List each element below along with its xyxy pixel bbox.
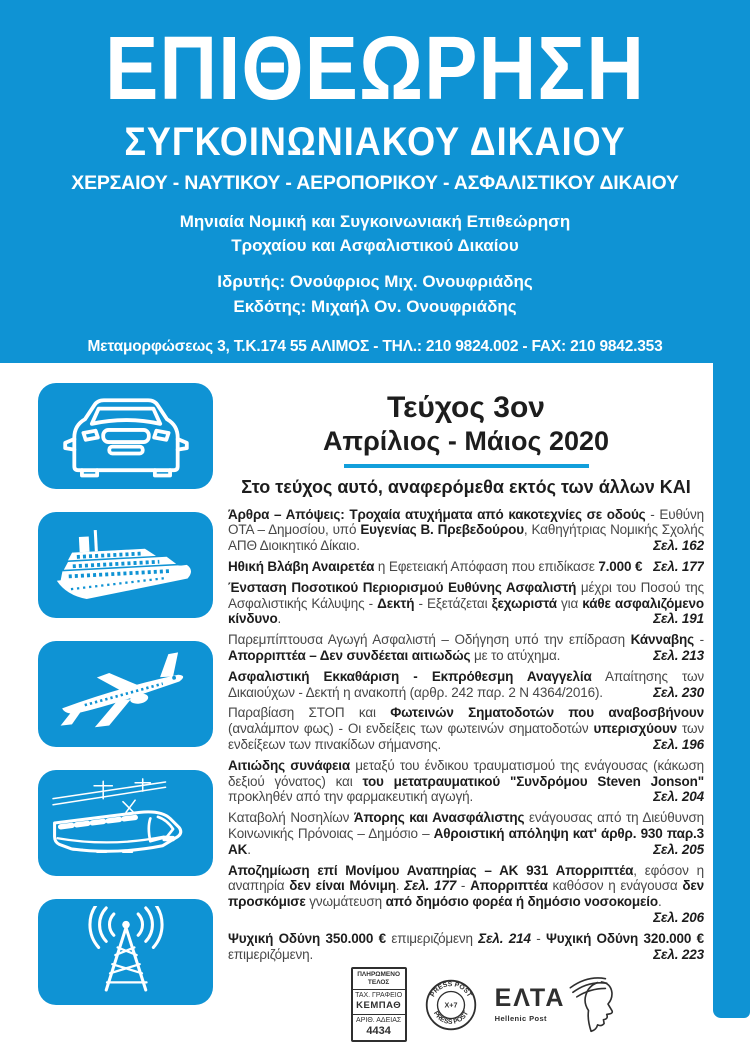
toc-item-text: Ένσταση Ποσοτικού Περιορισμού Ευθύνης Ασφαλιστή <box>228 579 577 595</box>
svg-text:PRESS POST <box>429 981 473 999</box>
toc-item-text: Φωτεινών Σηματοδοτών που αναβοσβήνουν <box>390 705 704 721</box>
toc-item-text: μεταξύ του ένδικου τραυματισμού της ενάγουσας (κάκωση δεξιού γόνατος) και <box>228 757 704 789</box>
toc-item-text: δεν είναι Μόνιμη <box>289 878 396 894</box>
toc-item <box>228 758 704 805</box>
postage-paid-stamp <box>351 967 407 1042</box>
toc-item-text: - <box>693 632 704 648</box>
toc-item <box>228 669 704 701</box>
page-ref: Σελ. 213 <box>653 648 704 664</box>
toc-item <box>228 931 704 963</box>
toc-item-text: με το ατύχημα. <box>470 648 561 664</box>
page-ref: Σελ. 206 <box>653 910 704 926</box>
toc-item-text: Απορριπτέα <box>470 878 548 894</box>
footer-logos <box>248 967 724 1042</box>
radio-antenna-icon <box>50 906 202 998</box>
publisher-line: Εκδότης: Μιχαήλ Ον. Ονουφριάδης <box>233 297 517 316</box>
toc-item-text: . <box>277 611 282 627</box>
airplane-icon <box>50 648 202 740</box>
toc-item <box>228 559 704 575</box>
founder-line: Ιδρυτής: Ονούφριος Μιχ. Ονουφριάδης <box>217 272 533 291</box>
toc-item-text: - Εξετάζεται <box>414 595 492 611</box>
address-line: Μεταμορφώσεως 3, Τ.Κ.174 55 ΑΛΙΜΟΣ - ΤΗΛ.: 210 9824.002 - FAX: 210 9842.353 <box>87 338 663 355</box>
toc-item-text: Άπορης και Ανασφάλιστης <box>353 810 525 826</box>
press-post-bottom-text: PRESS POST <box>431 1010 470 1026</box>
stamp-row <box>353 969 405 990</box>
toc-item-text: Σελ. 177 <box>404 878 457 894</box>
toc-item <box>228 705 704 752</box>
icon-box-ship <box>38 512 213 618</box>
cruise-ship-icon <box>50 519 202 611</box>
press-post-center-text: X+7 <box>444 1000 458 1010</box>
toc-item-text: Αθροιστική απόληψη κατ' άρθρ. 930 παρ.3 ΑΚ <box>228 826 704 857</box>
toc-item-text: . <box>395 878 405 894</box>
toc-item-text: . <box>247 841 251 857</box>
toc-item-text: Ασφαλιστική Εκκαθάριση - Εκπρόθεσμη Αναγγελία <box>228 668 592 684</box>
icon-box-train <box>38 770 213 876</box>
toc-intro: Στο τεύχος αυτό, αναφερόμεθα εκτός των άλλων ΚΑΙ <box>241 476 691 497</box>
toc-item-text: Δεκτή <box>377 595 415 611</box>
car-icon <box>50 390 202 482</box>
stamp-row <box>353 1015 405 1041</box>
law-fields-line: ΧΕΡΣΑΙΟΥ - ΝΑΥΤΙΚΟΥ - ΑΕΡΟΠΟΡΙΚΟΥ - ΑΣΦΑΛΙΣΤΙΚΟΥ ΔΙΚΑΙΟΥ <box>71 172 679 194</box>
issue-title: Τεύχος 3ον <box>387 391 545 424</box>
issue-content <box>228 381 704 1042</box>
toc-item-text: , Καθηγήτριας Νομικής Σχολής ΑΠΘ Διοικητικό Δίκαιο. <box>228 522 704 554</box>
page-ref: Σελ. 230 <box>653 684 704 700</box>
toc-item <box>228 810 704 857</box>
toc-item-text: Άρθρα – Απόψεις: Τροχαία ατυχήματα από κακοτεχνίες σε οδούς <box>228 506 646 522</box>
toc-item-text: προκληθέν από την φαρμακευτική αγωγή. <box>228 789 474 805</box>
toc-item-text: Αιτιώδης συνάφεια <box>228 757 351 773</box>
elta-logo <box>495 973 622 1037</box>
toc-item <box>228 632 704 664</box>
toc-item-text: δεν προσκόμισε <box>228 878 704 910</box>
toc-item-text: κάθε ασφαλιζόμενο κίνδυνο <box>228 595 704 627</box>
tagline-1: Μηνιαία Νομική και Συγκοινωνιακή Επιθεώρηση <box>179 212 571 231</box>
stamp-text: ΤΑΧ. ΓΡΑΦΕΙΟ <box>355 992 403 999</box>
toc-item-text: ενάγουσας από τη Διεύθυνση Κοινωνικής Πρόνοιας – Δημόσιο – <box>228 810 704 842</box>
toc-item-text: Καταβολή Νοσηλίων <box>228 810 354 826</box>
icon-box-car <box>38 383 213 489</box>
page-ref: Σελ. 204 <box>653 789 704 805</box>
toc-item-text: - <box>456 878 471 894</box>
toc-item-text: από δημόσιο φορέα ή δημόσιο νοσοκομείο <box>385 894 658 910</box>
stamp-text: ΠΛΗΡΩΜΕΝΟ <box>357 971 401 979</box>
toc-item <box>228 580 704 627</box>
toc-item-text: ξεχωριστά <box>491 595 557 611</box>
toc-item-text: Σελ. 214 <box>478 930 531 946</box>
toc-item-text: Ευγενίας Β. Πρεβεδούρου <box>360 522 524 538</box>
stamp-text: ΑΡΙΘ. ΑΔΕΙΑΣ <box>356 1016 402 1024</box>
toc-item-text: Παρεμπίπτουσα Αγωγή Ασφαλιστή – Οδήγηση υπό την επίδραση <box>228 632 631 648</box>
toc-item-text: Ηθική Βλάβη Αναιρετέα <box>228 559 375 575</box>
hermes-head-icon <box>569 973 621 1037</box>
toc-item-text: των ενδείξεων των πινακίδων σήμανσης. <box>228 721 704 753</box>
toc-item-text: - Ευθύνη ΟΤΑ – Δημοσίου, υπό <box>228 506 704 538</box>
toc-item-text: επιμεριζόμενη <box>386 930 479 946</box>
toc-item-text: επιμεριζόμενη. <box>228 946 314 962</box>
toc-item-text: μέχρι του Ποσού της Ασφαλιστικής Κάλυψης - <box>228 579 704 611</box>
stamp-text: ΚΕΜΠΑΘ <box>356 1000 402 1012</box>
stamp-text: 4434 <box>366 1025 391 1038</box>
svg-text:PRESS POST <box>432 1009 471 1026</box>
stamp-row <box>353 990 405 1015</box>
page-ref: Σελ. 191 <box>653 611 704 627</box>
press-post-top-text: PRESS POST <box>428 980 473 999</box>
elta-name: ΕΛΤΑ <box>494 984 566 1013</box>
page-ref: Σελ. 177 <box>653 559 704 575</box>
contact-line[interactable]: email: info@esd.gr • www.esd.gr <box>243 364 507 383</box>
page-ref: Σελ. 196 <box>653 737 704 753</box>
toc-item-text: , εφόσον η αναπηρία <box>228 862 704 894</box>
icon-box-plane <box>38 641 213 747</box>
toc-item-text: υπερισχύουν <box>593 721 678 737</box>
toc-item-text: καθόσον η ενάγουσα <box>547 878 683 894</box>
toc-item-text: γνωμάτευση <box>305 894 386 910</box>
issue-period: Απρίλιος - Μάιος 2020 <box>322 426 610 456</box>
toc-item-text: - <box>530 930 546 946</box>
tagline-2: Τροχαίου και Ασφαλιστικού Δικαίου <box>231 236 519 255</box>
toc-item-text: Απορριπτέα – Δεν συνδέεται αιτιωδώς <box>228 648 471 664</box>
toc-item-text: Κάνναβης <box>630 632 694 648</box>
journal-title: ΕΠΙΘΕΩΡΗΣΗ <box>105 18 645 119</box>
toc-item-text: η Εφετειακή Απόφαση που επιδίκασε <box>374 559 599 575</box>
elta-wordmark <box>495 986 566 1023</box>
issue-underline <box>344 464 589 468</box>
train-icon <box>50 777 202 869</box>
toc-item-text: Ψυχική Οδύνη 320.000 € <box>545 930 704 946</box>
stamp-text: ΤΕΛΟΣ <box>367 979 390 987</box>
icon-box-antenna <box>38 899 213 1005</box>
toc-item-text: 7.000 € <box>598 559 643 575</box>
page-ref: Σελ. 223 <box>653 946 704 962</box>
page-ref: Σελ. 205 <box>653 841 704 857</box>
journal-subtitle: ΣΥΓΚΟΙΝΩΝΙΑΚΟΥ ΔΙΚΑΙΟΥ <box>124 118 626 164</box>
page-ref: Σελ. 162 <box>653 538 704 554</box>
toc-item-text: για <box>556 595 583 611</box>
elta-subtitle: Hellenic Post <box>494 1014 547 1024</box>
toc-item-text: Ψυχική Οδύνη 350.000 € <box>228 930 387 946</box>
toc-item-text: Απαίτησης των Δικαιούχων - Δεκτή η ανακοπή (αρθρ. 242 παρ. 2 Ν 4364/2016). <box>228 668 704 700</box>
toc-item-text: (αναλάμπον φως) - Οι ενδείξεις των φωτεινών σηματοδοτών <box>228 721 594 737</box>
toc-item <box>228 863 704 926</box>
toc-item-text: . <box>657 894 662 910</box>
toc-item <box>228 507 704 554</box>
toc-item-text: Παραβίαση ΣΤΟΠ και <box>228 705 391 721</box>
toc-item-text: Αποζημίωση επί Μονίμου Αναπηρίας – ΑΚ 931 Απορριπτέα <box>228 862 634 878</box>
masthead <box>0 0 750 383</box>
toc-item-text: του μετατραυματικού "Συνδρόμου Steven Jonson" <box>362 773 704 789</box>
toc-list <box>228 507 704 963</box>
